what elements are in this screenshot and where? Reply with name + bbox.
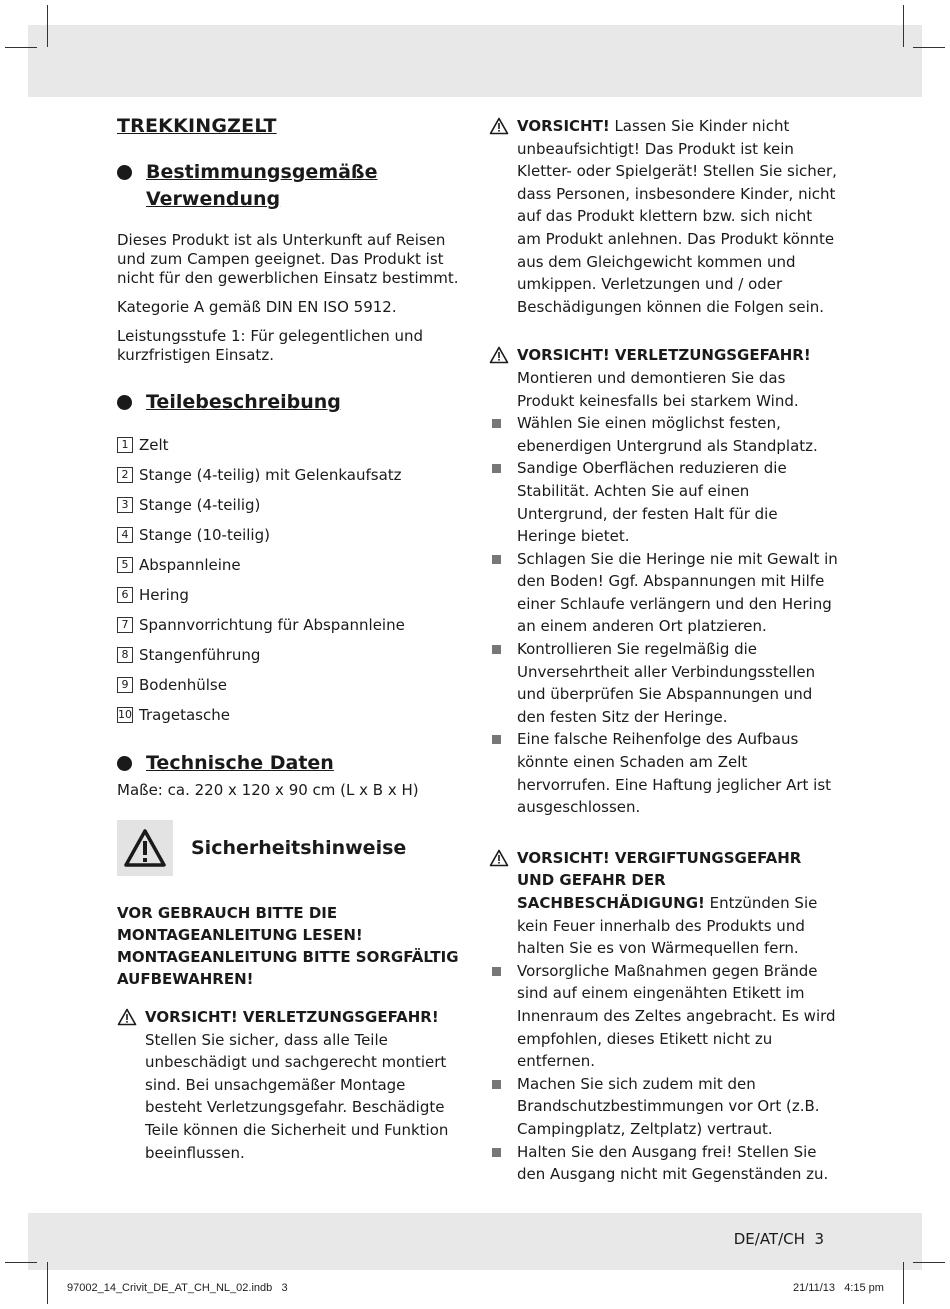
page-title: TREKKINGZELT: [117, 115, 277, 137]
part-number: 5: [117, 557, 133, 573]
tech-heading: Technische Daten: [146, 752, 334, 774]
list-item-text: Machen Sie sich zudem mit den Brandschutzbestimmungen vor Ort (z.B. Campingplatz, Zeltplatz) vertraut.: [517, 1074, 820, 1138]
crop-mark: [913, 47, 945, 48]
part-label: Stangenführung: [139, 646, 261, 664]
parts-heading: Teilebeschreibung: [146, 391, 341, 413]
file-page: 3: [281, 1282, 288, 1294]
file-name: 97002_14_Crivit_DE_AT_CH_NL_02.indb: [67, 1282, 273, 1294]
list-item: [489, 412, 839, 457]
part-number: 6: [117, 587, 133, 603]
bullet-dot-icon: [117, 165, 132, 180]
list-item: [489, 1141, 839, 1186]
part-item: [117, 580, 462, 610]
part-item: [117, 430, 462, 460]
warning-text: Stellen Sie sicher, dass alle Teile unbeschädigt und sachgerecht montiert sind. Bei unsachgemäßer Montage besteht Verletzungsgefahr. Beschädigte Teile können die Sicherheit und Funktion beeinflussen.: [145, 1030, 449, 1162]
list-item: [489, 1073, 839, 1141]
parts-list: [117, 430, 462, 730]
intended-use-paragraph: Dieses Produkt ist als Unterkunft auf Reisen und zum Campen geeignet. Das Produkt ist nicht für den gewerblichen Einsatz bestimmt.: [117, 231, 459, 287]
list-item: [489, 638, 839, 728]
list-item-text: Kontrollieren Sie regelmäßig die Unversehrtheit aller Verbindungsstellen und überprüfen Sie Abspannungen und den festen Sitz der Heringe.: [517, 640, 816, 726]
warning-title: VORSICHT!: [517, 117, 610, 135]
warning-title: VORSICHT! VERGIFTUNGSGEFAHR UND GEFAHR DER SACHBESCHÄDIGUNG!: [517, 848, 802, 912]
list-item-text: Sandige Oberflächen reduzieren die Stabilität. Achten Sie auf einen Untergrund, der festen Halt für die Heringe bietet.: [517, 459, 787, 546]
part-label: Abspannleine: [139, 556, 241, 574]
part-label: Hering: [139, 586, 189, 604]
part-number: 1: [117, 437, 133, 453]
warning-triangle-icon: [117, 820, 173, 876]
left-column: [117, 115, 462, 1182]
part-number: 3: [117, 497, 133, 513]
crop-mark: [903, 1262, 904, 1304]
warning-text: Lassen Sie Kinder nicht unbeaufsichtigt! Das Produkt ist kein Kletter- oder Spielgerät! Stellen Sie sicher, dass Personen, insbesondere Kinder, nicht auf das Produkt klettern bzw. sich nicht am Produkt anlehnen. Das Produkt könnte aus dem Gleichgewicht kommen und umkippen. Verletzungen und / oder Beschädigungen können die Folgen sein.: [517, 117, 837, 316]
square-bullet-icon: [492, 1080, 501, 1089]
crop-mark: [47, 5, 48, 47]
header-band: [28, 25, 922, 97]
part-number: 4: [117, 527, 133, 543]
part-number: 10: [118, 708, 132, 721]
crop-mark: [913, 1262, 945, 1263]
part-label: Zelt: [139, 436, 169, 454]
list-item-text: Eine falsche Reihenfolge des Aufbaus könnte einen Schaden am Zelt hervorrufen. Eine Haftung jeglicher Art ist ausgeschlossen.: [517, 730, 832, 817]
list-item-text: Wählen Sie einen möglichst festen, ebenerdigen Untergrund als Standplatz.: [517, 414, 818, 455]
bullet-dot-icon: [117, 756, 132, 771]
list-item: [489, 548, 839, 638]
page-number-value: 3: [814, 1230, 824, 1248]
warning-injury-block: [117, 1006, 462, 1164]
right-column: [489, 115, 839, 1204]
warning-text: Entzünden Sie kein Feuer innerhalb des Produkts und halten Sie es von Wärmequellen fern.: [517, 894, 818, 958]
part-label: Stange (4-teilig) mit Gelenkaufsatz: [139, 466, 402, 484]
crop-mark: [5, 1262, 37, 1263]
square-bullet-icon: [492, 555, 501, 564]
intended-use-heading-line2: Verwendung: [146, 188, 281, 210]
part-number: 9: [117, 677, 133, 693]
page-label: DE/AT/CH: [733, 1230, 805, 1248]
dimensions-text: Maße: ca. 220 x 120 x 90 cm (L x B x H): [117, 781, 419, 799]
warning-fire-block: [489, 847, 839, 960]
square-bullet-icon: [492, 967, 501, 976]
warning-title: VORSICHT! VERLETZUNGSGEFAHR!: [145, 1008, 439, 1026]
warning-triangle-icon: [489, 117, 509, 135]
performance-paragraph: Leistungsstufe 1: Für gelegentlichen und kurzfristigen Einsatz.: [117, 327, 424, 364]
list-item: [489, 960, 839, 1073]
bullet-list: [489, 960, 839, 1186]
crop-mark: [47, 1262, 48, 1304]
safety-heading: [117, 820, 462, 876]
print-timestamp: [793, 1282, 884, 1294]
square-bullet-icon: [492, 464, 501, 473]
list-item: [489, 457, 839, 547]
part-label: Stange (4-teilig): [139, 496, 261, 514]
part-item: [117, 700, 462, 730]
square-bullet-icon: [492, 419, 501, 428]
warning-triangle-icon: [489, 849, 509, 867]
warning-wind-block: [489, 344, 839, 412]
crop-mark: [5, 47, 37, 48]
warning-triangle-icon: [117, 1008, 137, 1026]
part-number: 2: [117, 467, 133, 483]
safety-title: Sicherheitshinweise: [191, 837, 407, 859]
list-item-text: Vorsorgliche Maßnahmen gegen Brände sind auf einem eingenähten Etikett im Innenraum des Zeltes angebracht. Es wird empfohlen, dieses Etikett nicht zu entfernen.: [517, 961, 836, 1071]
part-item: [117, 490, 462, 520]
warning-triangle-icon: [489, 346, 509, 364]
section-intended-use-heading: [117, 159, 462, 213]
list-item-text: Halten Sie den Ausgang frei! Stellen Sie den Ausgang nicht mit Gegenständen zu.: [517, 1142, 829, 1184]
part-label: Bodenhülse: [139, 676, 227, 694]
section-tech-heading: [117, 750, 462, 777]
part-label: Tragetasche: [139, 706, 230, 724]
print-date: 21/11/13: [793, 1282, 836, 1294]
part-item: [117, 670, 462, 700]
warning-text: Montieren und demontieren Sie das Produkt keinesfalls bei starkem Wind.: [517, 368, 799, 410]
intended-use-heading-line1: Bestimmungsgemäße: [146, 161, 378, 183]
square-bullet-icon: [492, 645, 501, 654]
print-time: 4:15 pm: [844, 1282, 884, 1294]
warning-title: VORSICHT! VERLETZUNGSGEFAHR!: [517, 346, 811, 365]
part-item: [117, 460, 462, 490]
category-paragraph: Kategorie A gemäß DIN EN ISO 5912.: [117, 298, 397, 316]
file-info: [67, 1282, 288, 1294]
part-number: 7: [117, 617, 133, 633]
square-bullet-icon: [492, 735, 501, 744]
list-item: [489, 728, 839, 818]
bullet-list: [489, 412, 839, 819]
page-number: [734, 1230, 824, 1248]
part-item: [117, 640, 462, 670]
part-number: 8: [117, 647, 133, 663]
part-item: [117, 550, 462, 580]
square-bullet-icon: [492, 1148, 501, 1157]
part-label: Stange (10-teilig): [139, 526, 270, 544]
bullet-dot-icon: [117, 395, 132, 410]
crop-mark: [903, 5, 904, 47]
list-item-text: Schlagen Sie die Heringe nie mit Gewalt in den Boden! Ggf. Abspannungen mit Hilfe einer Schlaufe verlängern und den Hering an einem anderen Ort platzieren.: [517, 549, 838, 636]
section-parts-heading: [117, 389, 462, 416]
warning-children-block: [489, 115, 839, 318]
part-label: Spannvorrichtung für Abspannleine: [139, 616, 405, 634]
part-item: [117, 520, 462, 550]
read-manual-notice: VOR GEBRAUCH BITTE DIE MONTAGEANLEITUNG LESEN! MONTAGEANLEITUNG BITTE SORGFÄLTIG AUFBEWAHREN!: [117, 904, 459, 988]
part-item: [117, 610, 462, 640]
